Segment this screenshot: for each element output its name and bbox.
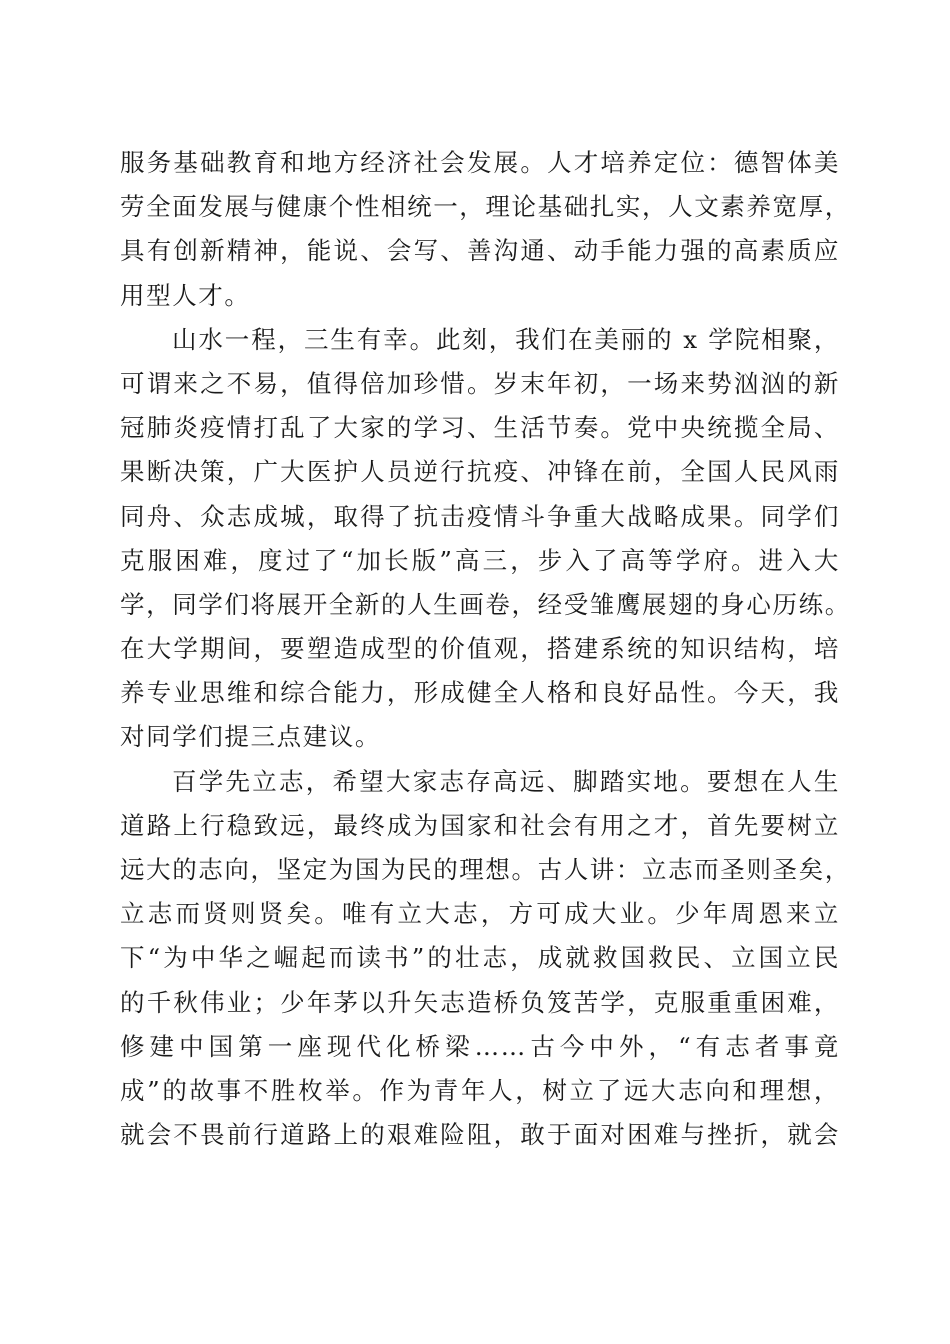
paragraph-line: 成”的故事不胜枚举。作为青年人，树立了远大志向和理想， [120,1075,840,1105]
paragraph-line: 可谓来之不易，值得倍加珍惜。岁末年初，一场来势汹汹的新 [120,368,840,398]
paragraph-line: 立志而贤则贤矣。唯有立大志，方可成大业。少年周恩来立 [120,899,840,929]
paragraph-line: 同舟、众志成城，取得了抗击疫情斗争重大战略成果。同学们 [120,501,840,531]
paragraph-first-line: 百学先立志，希望大家志存高远、脚踏实地。要想在人生 [172,766,840,796]
paragraph-line: 道路上行稳致远，最终成为国家和社会有用之才，首先要树立 [120,810,840,840]
paragraph-line: 冠肺炎疫情打乱了大家的学习、生活节奏。党中央统揽全局、 [120,413,840,443]
paragraph-line: 的千秋伟业；少年茅以升矢志造桥负笈苦学，克服重重困难， [120,987,840,1017]
paragraph-line: 就会不畏前行道路上的艰难险阻，敢于面对困难与挫折，就会 [120,1120,840,1150]
paragraph-line: 果断决策，广大医护人员逆行抗疫、冲锋在前，全国人民风雨 [120,457,840,487]
paragraph-line: 克服困难，度过了“加长版”高三，步入了高等学府。进入大 [120,545,840,575]
paragraph-line: 远大的志向，坚定为国为民的理想。古人讲：立志而圣则圣矣， [120,855,851,884]
paragraph-line: 养专业思维和综合能力，形成健全人格和良好品性。今天，我 [120,678,840,708]
paragraph-line: 修建中国第一座现代化桥梁……古今中外，“有志者事竟 [120,1031,840,1061]
document-body [120,141,851,1157]
paragraph-line: 在大学期间，要塑造成型的价值观，搭建系统的知识结构，培 [120,634,840,664]
paragraph-line: 下“为中华之崛起而读书”的壮志，成就救国救民、立国立民 [120,943,840,973]
paragraph-line: 对同学们提三点建议。 [120,722,381,752]
paragraph-line: 用型人才。 [120,280,251,310]
paragraph-first-line: 山水一程，三生有幸。此刻，我们在美丽的 x 学院相聚， [172,324,840,354]
paragraph-line: 服务基础教育和地方经济社会发展。人才培养定位：德智体美 [120,148,840,177]
paragraph-line: 学，同学们将展开全新的人生画卷，经受雏鹰展翅的身心历练。 [120,589,851,619]
paragraph-line: 劳全面发展与健康个性相统一，理论基础扎实，人文素养宽厚， [120,192,851,222]
paragraph-line: 具有创新精神，能说、会写、善沟通、动手能力强的高素质应 [120,236,840,266]
